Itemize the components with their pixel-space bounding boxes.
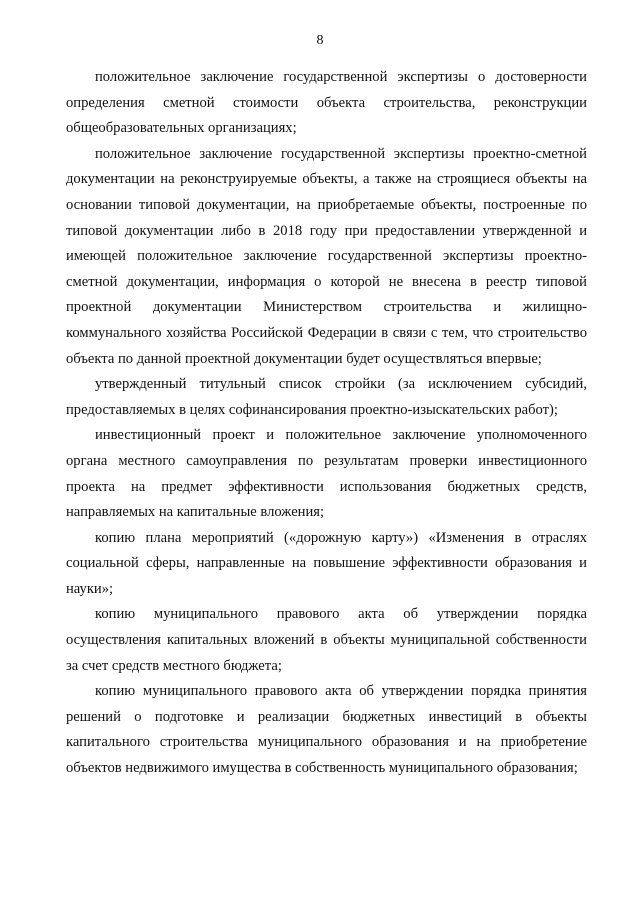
paragraph-investment-project: инвестиционный проект и положительное заключение уполномоченного органа местного самоуправления по результатам проверки инвестиционного проекта на предмет эффективности использования бюджетных средств, направляемых на капитальные вложения; xyxy=(66,427,587,521)
paragraph-state-expertise-design: положительное заключение государственной экспертизы проектно-сметной документации на реконструируемые объекты, а также на строящиеся объекты на основании типовой документации, на приобретаемые объекты, построенные по типовой документации либо в 2018 году при предоставлении утвержденной и имеющей положительное заключение государственной экспертизы проектно-сметной документации, информация о которой не внесена в реестр типовой проектной документации Министерством строительства и жилищно-коммунального хозяйства Российской Федерации в связи с тем, что строительство объекта по данной проектной документации будет осуществляться впервые; xyxy=(66,145,587,367)
document-body xyxy=(66,65,587,782)
paragraph-budget-investments-act: копию муниципального правового акта об утверждении порядка принятия решений о подготовке и реализации бюджетных инвестиций в объекты капитального строительства муниципального образования и на приобретение объектов недвижимого имущества в собственность муниципального образования; xyxy=(66,683,587,777)
paragraph-capital-investments-act: копию муниципального правового акта об утверждении порядка осуществления капитальных вложений в объекты муниципальной собственности за счет средств местного бюджета; xyxy=(66,606,587,674)
paragraph-state-expertise-cost: положительное заключение государственной экспертизы о достоверности определения сметной стоимости объекта строительства, реконструкции общеобразовательных организациях; xyxy=(66,69,587,137)
paragraph-roadmap: копию плана мероприятий («дорожную карту») «Изменения в отраслях социальной сферы, направленные на повышение эффективности образования и науки»; xyxy=(66,529,587,597)
page-number: 8 xyxy=(316,33,324,48)
paragraph-title-list: утвержденный титульный список стройки (за исключением субсидий, предоставляемых в целях софинансирования проектно-изыскательских работ); xyxy=(66,376,587,418)
